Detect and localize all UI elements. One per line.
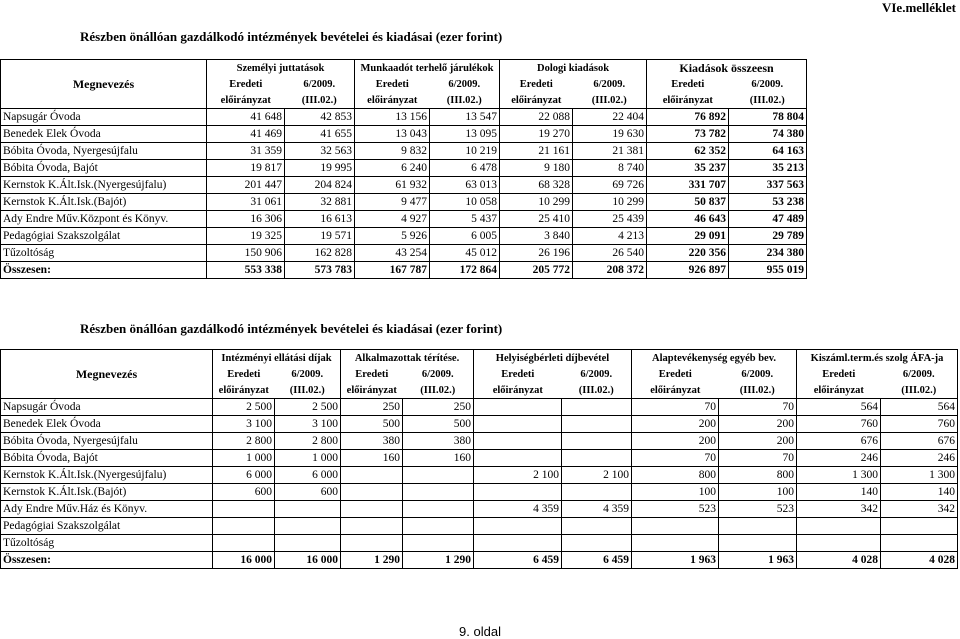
value-cell: 553 338 <box>207 262 285 279</box>
value-cell: 19 325 <box>207 228 285 245</box>
table-row <box>1 177 807 194</box>
subheader-cell: Eredeti <box>213 366 275 382</box>
value-cell: 70 <box>719 450 797 467</box>
value-cell: 25 410 <box>500 211 573 228</box>
value-cell <box>562 416 632 433</box>
value-cell <box>341 467 403 484</box>
header-row-groups <box>1 60 807 77</box>
subheader-cell: Eredeti <box>355 76 430 92</box>
subheader-cell: Eredeti <box>500 76 573 92</box>
value-cell: 676 <box>881 433 958 450</box>
value-cell <box>719 535 797 552</box>
value-cell: 9 477 <box>355 194 430 211</box>
value-cell: 8 740 <box>573 160 647 177</box>
value-cell: 172 864 <box>430 262 500 279</box>
value-cell: 68 328 <box>500 177 573 194</box>
value-cell: 100 <box>632 484 719 501</box>
value-cell: 74 380 <box>729 126 807 143</box>
value-cell: 342 <box>881 501 958 518</box>
subheader-cell: 6/2009. <box>403 366 474 382</box>
page-number: 9. oldal <box>459 624 501 639</box>
value-cell <box>213 535 275 552</box>
expenditure-table <box>0 59 807 279</box>
total-row <box>1 262 807 279</box>
value-cell: 2 800 <box>275 433 341 450</box>
group-header: Kiszáml.term.és szolg ÁFA-ja <box>797 350 958 367</box>
subheader-cell: (III.02.) <box>573 92 647 109</box>
value-cell: 331 707 <box>647 177 729 194</box>
value-cell: 6 478 <box>430 160 500 177</box>
value-cell <box>213 501 275 518</box>
subheader-cell: 6/2009. <box>562 366 632 382</box>
row-name: Pedagógiai Szakszolgálat <box>1 228 207 245</box>
value-cell: 380 <box>403 433 474 450</box>
table-row <box>1 501 958 518</box>
value-cell: 250 <box>341 399 403 416</box>
group-header: Személyi juttatások <box>207 60 355 77</box>
table-row <box>1 467 958 484</box>
value-cell: 1 000 <box>275 450 341 467</box>
value-cell: 2 100 <box>474 467 562 484</box>
value-cell: 31 061 <box>207 194 285 211</box>
row-name: Ady Endre Műv.Ház és Könyv. <box>1 501 213 518</box>
value-cell: 50 837 <box>647 194 729 211</box>
group-header: Munkaadót terhelő járulékok <box>355 60 500 77</box>
subheader-cell: Eredeti <box>474 366 562 382</box>
value-cell: 200 <box>719 433 797 450</box>
value-cell: 29 091 <box>647 228 729 245</box>
value-cell: 76 892 <box>647 109 729 126</box>
value-cell: 10 219 <box>430 143 500 160</box>
subheader-cell: (III.02.) <box>285 92 355 109</box>
value-cell <box>881 535 958 552</box>
value-cell: 523 <box>632 501 719 518</box>
value-cell: 200 <box>719 416 797 433</box>
value-cell: 46 643 <box>647 211 729 228</box>
value-cell: 13 547 <box>430 109 500 126</box>
row-name: Kernstok K.Ált.Isk.(Nyergesújfalu) <box>1 467 213 484</box>
value-cell: 26 540 <box>573 245 647 262</box>
value-cell <box>474 535 562 552</box>
value-cell <box>403 467 474 484</box>
row-name: Bóbita Óvoda, Nyergesújfalu <box>1 143 207 160</box>
value-cell: 31 359 <box>207 143 285 160</box>
value-cell: 6 000 <box>275 467 341 484</box>
value-cell: 564 <box>797 399 881 416</box>
table-row <box>1 450 958 467</box>
value-cell: 19 630 <box>573 126 647 143</box>
value-cell: 3 100 <box>275 416 341 433</box>
value-cell: 573 783 <box>285 262 355 279</box>
value-cell: 4 359 <box>474 501 562 518</box>
value-cell <box>632 518 719 535</box>
value-cell: 9 180 <box>500 160 573 177</box>
subheader-cell: Eredeti <box>797 366 881 382</box>
value-cell: 70 <box>632 450 719 467</box>
total-label: Összesen: <box>1 552 213 569</box>
value-cell: 41 648 <box>207 109 285 126</box>
value-cell: 6 000 <box>213 467 275 484</box>
table-row <box>1 126 807 143</box>
subheader-cell: előirányzat <box>647 92 729 109</box>
value-cell: 160 <box>403 450 474 467</box>
subheader-cell: 6/2009. <box>881 366 958 382</box>
value-cell: 162 828 <box>285 245 355 262</box>
row-name: Pedagógiai Szakszolgálat <box>1 518 213 535</box>
value-cell: 78 804 <box>729 109 807 126</box>
value-cell: 22 088 <box>500 109 573 126</box>
row-name: Napsugár Óvoda <box>1 399 213 416</box>
row-name: Kernstok K.Ált.Isk.(Bajót) <box>1 194 207 211</box>
subheader-cell: Eredeti <box>207 76 285 92</box>
table-row <box>1 518 958 535</box>
value-cell: 43 254 <box>355 245 430 262</box>
table-row <box>1 211 807 228</box>
row-name: Bóbita Óvoda, Bajót <box>1 160 207 177</box>
value-cell: 35 237 <box>647 160 729 177</box>
value-cell: 160 <box>341 450 403 467</box>
value-cell: 73 782 <box>647 126 729 143</box>
value-cell: 19 270 <box>500 126 573 143</box>
value-cell: 5 437 <box>430 211 500 228</box>
row-header-label: Megnevezés <box>1 60 207 109</box>
row-name: Benedek Elek Óvoda <box>1 126 207 143</box>
value-cell: 19 571 <box>285 228 355 245</box>
value-cell: 955 019 <box>729 262 807 279</box>
value-cell <box>474 433 562 450</box>
value-cell: 16 000 <box>275 552 341 569</box>
value-cell <box>474 484 562 501</box>
value-cell: 800 <box>719 467 797 484</box>
value-cell <box>403 501 474 518</box>
value-cell: 21 161 <box>500 143 573 160</box>
table-row <box>1 143 807 160</box>
value-cell: 6 240 <box>355 160 430 177</box>
value-cell: 1 300 <box>881 467 958 484</box>
group-header: Dologi kiadások <box>500 60 647 77</box>
value-cell: 13 043 <box>355 126 430 143</box>
value-cell: 760 <box>881 416 958 433</box>
value-cell: 500 <box>341 416 403 433</box>
value-cell: 62 352 <box>647 143 729 160</box>
subheader-cell: előirányzat <box>355 92 430 109</box>
value-cell: 63 013 <box>430 177 500 194</box>
subheader-cell: 6/2009. <box>430 76 500 92</box>
value-cell: 1 963 <box>719 552 797 569</box>
subheader-cell: Eredeti <box>341 366 403 382</box>
value-cell: 32 881 <box>285 194 355 211</box>
value-cell: 926 897 <box>647 262 729 279</box>
group-header: Intézményi ellátási díjak <box>213 350 341 367</box>
subheader-cell: 6/2009. <box>275 366 341 382</box>
group-header: Helyiségbérleti díjbevétel <box>474 350 632 367</box>
value-cell: 70 <box>719 399 797 416</box>
value-cell <box>797 535 881 552</box>
value-cell: 16 613 <box>285 211 355 228</box>
value-cell: 167 787 <box>355 262 430 279</box>
value-cell: 70 <box>632 399 719 416</box>
value-cell: 69 726 <box>573 177 647 194</box>
value-cell: 208 372 <box>573 262 647 279</box>
table-row <box>1 416 958 433</box>
total-row <box>1 552 958 569</box>
value-cell: 205 772 <box>500 262 573 279</box>
value-cell <box>562 399 632 416</box>
value-cell <box>719 518 797 535</box>
row-header-label: Megnevezés <box>1 350 213 399</box>
value-cell: 564 <box>881 399 958 416</box>
value-cell: 64 163 <box>729 143 807 160</box>
table1-title: Részben önállóan gazdálkodó intézmények bevételei és kiadásai (ezer forint) <box>80 29 503 44</box>
value-cell <box>881 518 958 535</box>
value-cell: 10 299 <box>500 194 573 211</box>
value-cell: 800 <box>632 467 719 484</box>
value-cell: 150 906 <box>207 245 285 262</box>
value-cell: 760 <box>797 416 881 433</box>
group-header: Kiadások összeesn <box>647 60 807 77</box>
value-cell: 204 824 <box>285 177 355 194</box>
value-cell: 4 213 <box>573 228 647 245</box>
subheader-cell: Eredeti <box>632 366 719 382</box>
value-cell: 250 <box>403 399 474 416</box>
row-name: Kernstok K.Ált.Isk.(Nyergesújfalu) <box>1 177 207 194</box>
row-name: Napsugár Óvoda <box>1 109 207 126</box>
value-cell: 246 <box>881 450 958 467</box>
row-name: Bóbita Óvoda, Bajót <box>1 450 213 467</box>
value-cell <box>341 484 403 501</box>
subheader-cell: (III.02.) <box>275 382 341 399</box>
value-cell <box>341 501 403 518</box>
value-cell: 2 100 <box>562 467 632 484</box>
subheader-cell: 6/2009. <box>729 76 807 92</box>
value-cell: 337 563 <box>729 177 807 194</box>
subheader-cell: előirányzat <box>213 382 275 399</box>
table-row <box>1 109 807 126</box>
value-cell: 500 <box>403 416 474 433</box>
value-cell: 26 196 <box>500 245 573 262</box>
value-cell: 22 404 <box>573 109 647 126</box>
value-cell <box>213 518 275 535</box>
row-name: Benedek Elek Óvoda <box>1 416 213 433</box>
value-cell: 2 500 <box>213 399 275 416</box>
value-cell: 200 <box>632 416 719 433</box>
value-cell: 200 <box>632 433 719 450</box>
value-cell: 29 789 <box>729 228 807 245</box>
value-cell: 6 005 <box>430 228 500 245</box>
value-cell: 342 <box>797 501 881 518</box>
value-cell <box>341 535 403 552</box>
table-row <box>1 228 807 245</box>
value-cell: 19 817 <box>207 160 285 177</box>
value-cell: 42 853 <box>285 109 355 126</box>
value-cell: 19 995 <box>285 160 355 177</box>
value-cell: 380 <box>341 433 403 450</box>
table-row <box>1 433 958 450</box>
subheader-cell: (III.02.) <box>729 92 807 109</box>
value-cell: 45 012 <box>430 245 500 262</box>
value-cell <box>474 518 562 535</box>
table-row <box>1 194 807 211</box>
value-cell <box>403 484 474 501</box>
row-name: Ady Endre Műv.Központ és Könyv. <box>1 211 207 228</box>
row-name: Tűzoltóság <box>1 535 213 552</box>
subheader-cell: 6/2009. <box>573 76 647 92</box>
value-cell: 140 <box>797 484 881 501</box>
value-cell: 61 932 <box>355 177 430 194</box>
value-cell: 41 655 <box>285 126 355 143</box>
value-cell: 9 832 <box>355 143 430 160</box>
value-cell <box>341 518 403 535</box>
subheader-cell: (III.02.) <box>430 92 500 109</box>
value-cell: 1 290 <box>403 552 474 569</box>
value-cell <box>474 416 562 433</box>
value-cell: 220 356 <box>647 245 729 262</box>
value-cell: 100 <box>719 484 797 501</box>
value-cell: 4 927 <box>355 211 430 228</box>
value-cell <box>275 518 341 535</box>
value-cell <box>562 484 632 501</box>
table-row <box>1 399 958 416</box>
subheader-cell: (III.02.) <box>719 382 797 399</box>
group-header: Alaptevékenység egyéb bev. <box>632 350 797 367</box>
value-cell <box>275 501 341 518</box>
value-cell: 6 459 <box>474 552 562 569</box>
subheader-cell: előirányzat <box>207 92 285 109</box>
value-cell <box>562 535 632 552</box>
table-row <box>1 484 958 501</box>
value-cell: 600 <box>275 484 341 501</box>
value-cell: 1 300 <box>797 467 881 484</box>
subheader-cell: 6/2009. <box>285 76 355 92</box>
subheader-cell: előirányzat <box>500 92 573 109</box>
value-cell: 234 380 <box>729 245 807 262</box>
subheader-cell: előirányzat <box>474 382 562 399</box>
subheader-cell: (III.02.) <box>881 382 958 399</box>
value-cell: 3 100 <box>213 416 275 433</box>
subheader-cell: Eredeti <box>647 76 729 92</box>
value-cell: 523 <box>719 501 797 518</box>
value-cell <box>632 535 719 552</box>
value-cell: 35 213 <box>729 160 807 177</box>
row-name: Kernstok K.Ált.Isk.(Bajót) <box>1 484 213 501</box>
value-cell: 47 489 <box>729 211 807 228</box>
value-cell: 13 156 <box>355 109 430 126</box>
value-cell: 16 000 <box>213 552 275 569</box>
value-cell: 1 290 <box>341 552 403 569</box>
value-cell <box>474 450 562 467</box>
row-name: Tűzoltóság <box>1 245 207 262</box>
value-cell <box>275 535 341 552</box>
subheader-cell: (III.02.) <box>403 382 474 399</box>
subheader-cell: 6/2009. <box>719 366 797 382</box>
group-header: Alkalmazottak térítése. <box>341 350 474 367</box>
value-cell: 10 299 <box>573 194 647 211</box>
value-cell: 32 563 <box>285 143 355 160</box>
header-row-groups <box>1 350 958 367</box>
subheader-cell: előirányzat <box>797 382 881 399</box>
value-cell: 1 000 <box>213 450 275 467</box>
value-cell: 4 359 <box>562 501 632 518</box>
row-name: Bóbita Óvoda, Nyergesújfalu <box>1 433 213 450</box>
value-cell: 21 381 <box>573 143 647 160</box>
value-cell: 41 469 <box>207 126 285 143</box>
value-cell: 2 800 <box>213 433 275 450</box>
value-cell <box>474 399 562 416</box>
subheader-cell: előirányzat <box>341 382 403 399</box>
value-cell: 2 500 <box>275 399 341 416</box>
value-cell: 140 <box>881 484 958 501</box>
page-annex-label: VIe.melléklet <box>881 0 956 15</box>
subheader-cell: (III.02.) <box>562 382 632 399</box>
table-row <box>1 160 807 177</box>
value-cell: 1 963 <box>632 552 719 569</box>
value-cell: 246 <box>797 450 881 467</box>
value-cell: 676 <box>797 433 881 450</box>
value-cell: 13 095 <box>430 126 500 143</box>
value-cell: 600 <box>213 484 275 501</box>
value-cell: 5 926 <box>355 228 430 245</box>
value-cell <box>403 535 474 552</box>
value-cell: 201 447 <box>207 177 285 194</box>
value-cell: 53 238 <box>729 194 807 211</box>
subheader-cell: előirányzat <box>632 382 719 399</box>
value-cell <box>797 518 881 535</box>
value-cell: 3 840 <box>500 228 573 245</box>
table-row <box>1 245 807 262</box>
value-cell <box>562 518 632 535</box>
revenue-table <box>0 349 958 569</box>
value-cell <box>562 450 632 467</box>
value-cell: 4 028 <box>881 552 958 569</box>
value-cell <box>562 433 632 450</box>
value-cell: 4 028 <box>797 552 881 569</box>
value-cell: 10 058 <box>430 194 500 211</box>
value-cell: 16 306 <box>207 211 285 228</box>
table2-title: Részben önállóan gazdálkodó intézmények bevételei és kiadásai (ezer forint) <box>80 321 503 336</box>
total-label: Összesen: <box>1 262 207 279</box>
value-cell: 6 459 <box>562 552 632 569</box>
table-row <box>1 535 958 552</box>
value-cell: 25 439 <box>573 211 647 228</box>
value-cell <box>403 518 474 535</box>
